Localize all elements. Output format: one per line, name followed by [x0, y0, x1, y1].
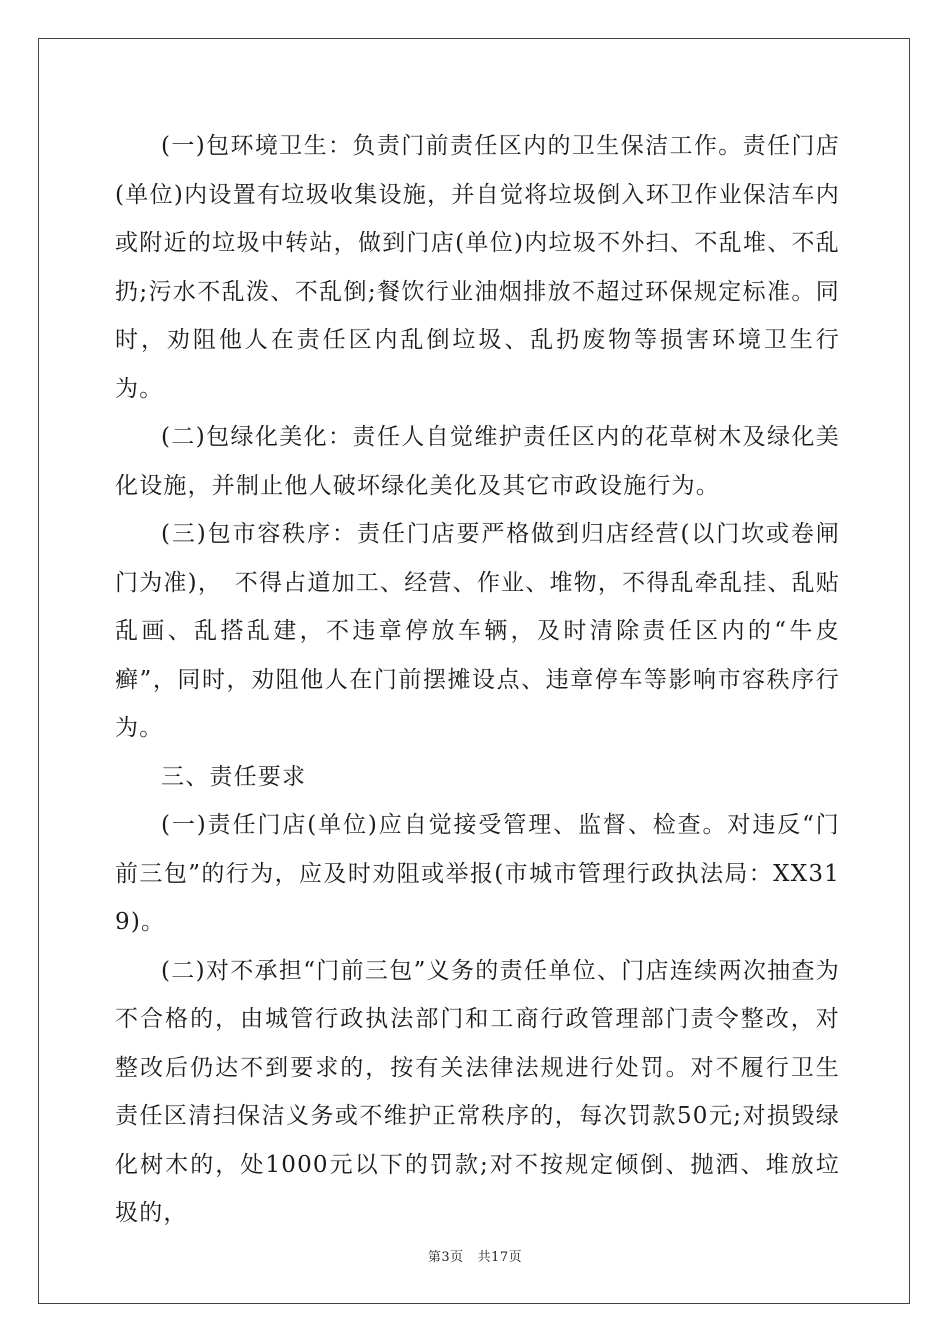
- paragraph-requirement-2: (二)对不承担“门前三包”义务的责任单位、门店连续两次抽查为不合格的，由城管行政执法部门和工商行政管理部门责令整改，对整改后仍达不到要求的，按有关法律法规进行处罚。对不履行卫生责任区清扫保洁义务或不维护正常秩序的，每次罚款50元;对损毁绿化树木的，处1000元以下的罚款;对不按规定倾倒、抛洒、堆放垃圾的，: [115, 957, 840, 1226]
- section-heading: 三、责任要求: [161, 763, 307, 790]
- paragraph-city-order: (三)包市容秩序：责任门店要严格做到归店经营(以门坎或卷闸门为准)， 不得占道加工、经营、作业、堆物，不得乱牵乱挂、乱贴乱画、乱搭乱建，不违章停放车辆，及时清除责任区内的“牛皮癣”，同时，劝阻他人在门前摆摊设点、违章停车等影响市容秩序行为。: [115, 521, 840, 741]
- document-body: [115, 122, 840, 1238]
- total-pages: 共17页: [477, 1250, 523, 1265]
- page-footer: [0, 1246, 950, 1265]
- page-number: 第3页: [427, 1250, 464, 1265]
- paragraph-environment: (一)包环境卫生：负责门前责任区内的卫生保洁工作。责任门店(单位)内设置有垃圾收集设施，并自觉将垃圾倒入环卫作业保洁车内或附近的垃圾中转站，做到门店(单位)内垃圾不外扫、不乱堆、不乱扔;污水不乱泼、不乱倒;餐饮行业油烟排放不超过环保规定标准。同时，劝阻他人在责任区内乱倒垃圾、乱扔废物等损害环境卫生行为。: [115, 133, 840, 402]
- paragraph-requirement-1: (一)责任门店(单位)应自觉接受管理、监督、检查。对违反“门前三包”的行为，应及时劝阻或举报(市城市管理行政执法局：XX319)。: [115, 812, 840, 935]
- paragraph-greening: (二)包绿化美化：责任人自觉维护责任区内的花草树木及绿化美化设施，并制止他人破坏绿化美化及其它市政设施行为。: [115, 424, 840, 499]
